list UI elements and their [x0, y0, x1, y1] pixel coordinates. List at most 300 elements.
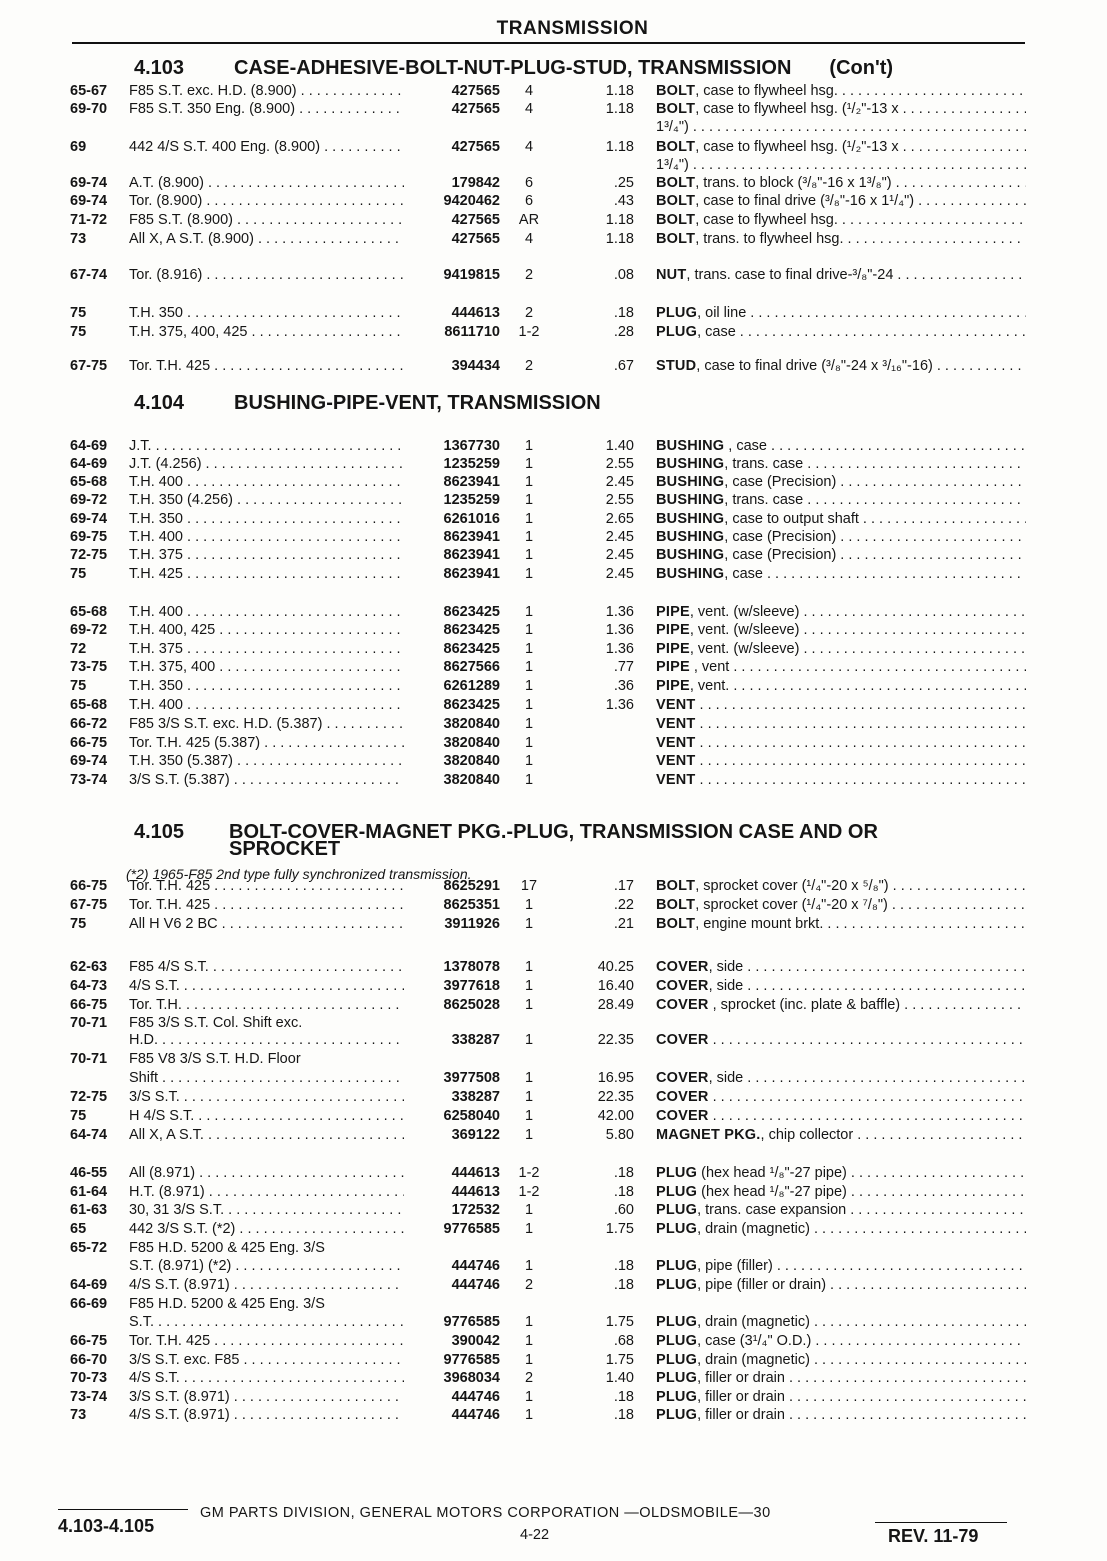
description: [656, 996, 1026, 1015]
application: 3/S S.T. exc. F85 . . .: [129, 1351, 404, 1370]
description: [656, 1201, 1026, 1220]
quantity: 1: [524, 641, 534, 657]
quantity: 1: [524, 1070, 534, 1086]
price: 1.36: [605, 622, 634, 638]
part-number: 390042: [451, 1333, 500, 1349]
model-years: 66-69: [70, 1296, 108, 1312]
price: 1.18: [605, 212, 634, 228]
description: [656, 1164, 1026, 1183]
quantity: 1: [524, 697, 534, 713]
table-row: [0, 156, 1107, 175]
price: 2.45: [605, 547, 634, 563]
model-years: 75: [70, 324, 87, 340]
part-number: 427565: [451, 231, 500, 247]
quantity: 1: [524, 438, 534, 454]
price: .18: [613, 305, 634, 321]
model-years: 64-69: [70, 456, 108, 472]
description: [656, 621, 1026, 640]
description: [656, 1332, 1026, 1351]
model-years: 65-68: [70, 604, 108, 620]
price: 16.95: [597, 1070, 634, 1086]
price: 1.18: [605, 231, 634, 247]
part-detail: , case: [724, 438, 767, 454]
table-row: [0, 1050, 1107, 1069]
part-number: 6261289: [443, 678, 500, 694]
part-number: 8625291: [443, 878, 500, 894]
model-years: 66-72: [70, 716, 108, 732]
description: [656, 877, 1026, 896]
price: .67: [613, 358, 634, 374]
application: F85 V8 3/S S.T. H.D. Floor: [129, 1051, 301, 1067]
part-detail: , sprocket cover (¹/₄"-20 x ⁷/₈"): [695, 897, 888, 913]
model-years: 67-75: [70, 358, 108, 374]
part-name: PIPE: [656, 641, 690, 657]
part-detail: , drain (magnetic): [697, 1221, 810, 1237]
price: .25: [613, 175, 634, 191]
part-number: 1235259: [443, 492, 500, 508]
part-name: BOLT: [656, 897, 696, 913]
table-row: [0, 1388, 1107, 1407]
quantity: 1: [524, 1127, 534, 1143]
part-number: 9419815: [443, 267, 500, 283]
table-row: [0, 1126, 1107, 1145]
part-name: PLUG: [656, 1165, 698, 1181]
model-years: 69-74: [70, 175, 108, 191]
part-number: 1235259: [443, 456, 500, 472]
section-number-4-105: 4.105: [134, 821, 185, 843]
price: 1.36: [605, 641, 634, 657]
part-name: PIPE: [656, 604, 690, 620]
part-name: PLUG: [656, 1277, 698, 1293]
quantity: 1: [524, 897, 534, 913]
part-name: BUSHING: [656, 456, 725, 472]
table-row: [0, 266, 1107, 285]
model-years: 61-64: [70, 1184, 108, 1200]
description: [656, 304, 1026, 323]
part-detail: , trans. case: [724, 492, 804, 508]
application: F85 S.T. exc. H.D. (8.900) . . .: [129, 82, 404, 101]
section-title: CASE-ADHESIVE-BOLT-NUT-PLUG-STUD, TRANSMISSION: [234, 57, 792, 79]
application: F85 S.T. 350 Eng. (8.900) . . .: [129, 100, 404, 119]
model-years: 66-75: [70, 735, 108, 751]
part-name: BUSHING: [656, 492, 725, 508]
part-number: 8623941: [443, 566, 500, 582]
description: [656, 896, 1026, 915]
model-years: 64-74: [70, 1127, 108, 1143]
table-row: [0, 1369, 1107, 1388]
application: 3/S S.T. (8.971) . . .: [129, 1388, 404, 1407]
part-name: PLUG: [656, 1314, 698, 1330]
part-number: 369122: [451, 1127, 500, 1143]
part-name: BOLT: [656, 175, 696, 191]
application: T.H. 425 . . .: [129, 565, 404, 584]
table-row: [0, 1069, 1107, 1088]
part-detail: , filler or drain: [697, 1389, 785, 1405]
quantity: 2: [524, 305, 534, 321]
application: Tor. T.H. 425 . . .: [129, 1332, 404, 1351]
quantity: 2: [524, 1370, 534, 1386]
part-detail: , trans. case to final drive-³/₈"-24: [686, 267, 894, 283]
description: [656, 1351, 1026, 1370]
price: 1.75: [605, 1352, 634, 1368]
part-name: BOLT: [656, 193, 696, 209]
table-row: [0, 1107, 1107, 1126]
price: .18: [613, 1184, 634, 1200]
part-detail: (hex head ¹/₈"-27 pipe): [697, 1165, 847, 1181]
part-detail: , sprocket cover (¹/₄"-20 x ⁵/₈"): [695, 878, 889, 894]
quantity: AR: [518, 212, 540, 228]
part-name: PLUG: [656, 1258, 698, 1274]
part-detail: , pipe (filler): [697, 1258, 773, 1274]
part-number: 3820840: [443, 716, 500, 732]
section-title: BUSHING-PIPE-VENT, TRANSMISSION: [234, 392, 601, 414]
model-years: 69-70: [70, 101, 108, 117]
part-name: COVER: [656, 997, 709, 1013]
price: 40.25: [597, 959, 634, 975]
part-name: COVER: [656, 1089, 709, 1105]
table-row: [0, 1406, 1107, 1425]
description: [656, 1183, 1026, 1202]
description: [656, 915, 1026, 934]
application: 442 3/S S.T. (*2) . . .: [129, 1220, 404, 1239]
description: [656, 491, 1026, 510]
table-row: [0, 1183, 1107, 1202]
model-years: 66-75: [70, 878, 108, 894]
part-name: NUT: [656, 267, 687, 283]
description: [656, 1388, 1026, 1407]
part-name: COVER: [656, 1032, 709, 1048]
description: [656, 230, 1026, 249]
part-number: 444613: [451, 1184, 500, 1200]
model-years: 64-69: [70, 438, 108, 454]
part-number: 394434: [451, 358, 500, 374]
part-name: VENT: [656, 697, 696, 713]
part-name: PLUG: [656, 1352, 698, 1368]
quantity: 1: [524, 604, 534, 620]
part-detail: , case: [697, 324, 736, 340]
table-row: [0, 230, 1107, 249]
part-number: 179842: [451, 175, 500, 191]
application: T.H. 400 . . .: [129, 696, 404, 715]
table-row: [0, 473, 1107, 492]
part-detail: , trans. to flywheel hsg.: [695, 231, 844, 247]
part-number: 444613: [451, 305, 500, 321]
part-name: BUSHING: [656, 438, 725, 454]
application: T.H. 400 . . .: [129, 603, 404, 622]
description: [656, 1220, 1026, 1239]
price: 1.18: [605, 101, 634, 117]
table-row: [0, 877, 1107, 896]
quantity: 1: [524, 1108, 534, 1124]
part-number: 3968034: [443, 1370, 500, 1386]
description: [656, 696, 1026, 715]
table-row: [0, 1088, 1107, 1107]
part-detail: , chip collector: [760, 1127, 854, 1143]
application: 3/S S.T. (5.387) . . .: [129, 771, 404, 790]
part-number: 8623941: [443, 529, 500, 545]
table-row: [0, 734, 1107, 753]
price: .18: [613, 1277, 634, 1293]
model-years: 73: [70, 231, 87, 247]
quantity: 1-2: [518, 1184, 540, 1200]
application: Tor. T.H. 425 . . .: [129, 896, 404, 915]
model-years: 73-74: [70, 772, 108, 788]
table-row: [0, 715, 1107, 734]
part-number: 8623941: [443, 547, 500, 563]
application: T.H. 350 (4.256) . . .: [129, 491, 404, 510]
application: S.T. (8.971) (*2) . . .: [129, 1257, 404, 1276]
price: .43: [613, 193, 634, 209]
application: T.H. 400 . . .: [129, 528, 404, 547]
application: J.T. . . .: [129, 437, 404, 456]
price: 42.00: [597, 1108, 634, 1124]
part-name: BUSHING: [656, 474, 725, 490]
part-number: 8623425: [443, 641, 500, 657]
table-row: [0, 1257, 1107, 1276]
table-row: [0, 771, 1107, 790]
part-name: PIPE: [656, 659, 690, 675]
part-name: BOLT: [656, 916, 696, 932]
table-row: [0, 174, 1107, 193]
table-row: [0, 138, 1107, 157]
application: T.H. 375 . . .: [129, 546, 404, 565]
part-detail: , pipe (filler or drain): [697, 1277, 827, 1293]
part-detail: , trans. case expansion: [697, 1202, 847, 1218]
table-row: [0, 437, 1107, 456]
description: [656, 510, 1026, 529]
part-detail: , case to flywheel hsg.: [695, 212, 838, 228]
description: [656, 658, 1026, 677]
table-row: [0, 1295, 1107, 1314]
quantity: 1: [524, 1352, 534, 1368]
section-heading-4-104: [134, 392, 601, 415]
quantity: 1: [524, 456, 534, 472]
model-years: 61-63: [70, 1202, 108, 1218]
application: Tor. (8.916) . . .: [129, 266, 404, 285]
description: [656, 1126, 1026, 1145]
application: All (8.971) . . .: [129, 1164, 404, 1183]
description: [656, 1257, 1026, 1276]
model-years: 75: [70, 1108, 87, 1124]
quantity: 1: [524, 678, 534, 694]
description: [656, 1069, 1026, 1088]
part-detail: , case to flywheel hsg. (¹/₂"-13 x: [695, 139, 899, 155]
footer-rule-left: [58, 1509, 188, 1510]
price: .17: [613, 878, 634, 894]
price: 16.40: [597, 978, 634, 994]
part-number: 444613: [451, 1165, 500, 1181]
model-years: 67-75: [70, 897, 108, 913]
description: [656, 1313, 1026, 1332]
quantity: 2: [524, 1277, 534, 1293]
model-years: 73-75: [70, 659, 108, 675]
price: 1.40: [605, 1370, 634, 1386]
table-row: [0, 1276, 1107, 1295]
table-row: [0, 915, 1107, 934]
page-title: TRANSMISSION: [496, 18, 649, 39]
table-row: [0, 565, 1107, 584]
part-number: 9776585: [443, 1221, 500, 1237]
application: Tor. T.H. . . .: [129, 996, 404, 1015]
part-name: VENT: [656, 772, 696, 788]
application: Tor. (8.900) . . .: [129, 192, 404, 211]
part-detail: , trans. case: [724, 456, 804, 472]
part-detail: , case (Precision): [724, 529, 837, 545]
part-number: 6258040: [443, 1108, 500, 1124]
quantity: 1: [524, 1314, 534, 1330]
quantity: 1: [524, 566, 534, 582]
description: [656, 734, 1026, 753]
part-detail: , case to flywheel hsg.: [695, 83, 838, 99]
price: .60: [613, 1202, 634, 1218]
price: .18: [613, 1389, 634, 1405]
table-row: [0, 896, 1107, 915]
part-number: 8625028: [443, 997, 500, 1013]
part-name: BUSHING: [656, 511, 725, 527]
table-row: [0, 82, 1107, 101]
application: 4/S S.T. . . .: [129, 1369, 404, 1388]
part-number: 3977508: [443, 1070, 500, 1086]
quantity: 1: [524, 978, 534, 994]
part-number: 427565: [451, 83, 500, 99]
table-row: [0, 996, 1107, 1015]
part-detail: , vent: [689, 659, 730, 675]
description: [656, 156, 1026, 175]
part-number: 8627566: [443, 659, 500, 675]
description: [656, 1369, 1026, 1388]
price: 1.36: [605, 697, 634, 713]
description: [656, 603, 1026, 622]
part-detail: , vent.: [689, 678, 730, 694]
application: All H V6 2 BC . . .: [129, 915, 404, 934]
price: 28.49: [597, 997, 634, 1013]
part-detail: , filler or drain: [697, 1370, 785, 1386]
table-row: [0, 696, 1107, 715]
quantity: 1: [524, 511, 534, 527]
model-years: 70-71: [70, 1051, 108, 1067]
part-number: 8611710: [444, 324, 500, 340]
part-number: 9776585: [443, 1314, 500, 1330]
application: T.H. 375, 400, 425 . . .: [129, 323, 404, 342]
part-detail: , engine mount brkt.: [695, 916, 824, 932]
part-detail: , case to flywheel hsg. (¹/₂"-13 x: [695, 101, 899, 117]
description: [656, 174, 1026, 193]
section-number: 4.104: [134, 392, 185, 414]
model-years: 69-74: [70, 511, 108, 527]
section-number: 4.103: [134, 57, 185, 79]
quantity: 1: [524, 753, 534, 769]
part-detail: , oil line: [697, 305, 747, 321]
model-years: 62-63: [70, 959, 108, 975]
application: F85 4/S S.T. . . .: [129, 958, 404, 977]
description: [656, 1276, 1026, 1295]
quantity: 1: [524, 1258, 534, 1274]
part-name: PLUG: [656, 1184, 698, 1200]
price: 2.55: [605, 456, 634, 472]
table-row: [0, 752, 1107, 771]
price: .22: [613, 897, 634, 913]
quantity: 1: [524, 716, 534, 732]
part-name: BOLT: [656, 212, 696, 228]
description: [656, 118, 1026, 137]
section-footnote: (*2) 1965-F85 2nd type fully synchronized transmission.: [126, 866, 472, 882]
part-number: 3820840: [443, 735, 500, 751]
application: T.H. 400 . . .: [129, 473, 404, 492]
quantity: 1: [524, 474, 534, 490]
quantity: 4: [524, 83, 534, 99]
part-name: VENT: [656, 716, 696, 732]
model-years: 70-73: [70, 1370, 108, 1386]
part-number: 3977618: [443, 978, 500, 994]
part-name: PLUG: [656, 1333, 698, 1349]
application: 30, 31 3/S S.T. . . .: [129, 1201, 404, 1220]
part-name: COVER: [656, 959, 709, 975]
part-number: 427565: [451, 139, 500, 155]
price: 2.55: [605, 492, 634, 508]
part-number: 444746: [451, 1389, 500, 1405]
application: All X, A S.T. . . .: [129, 1126, 404, 1145]
part-name: PLUG: [656, 1389, 698, 1405]
header-rule: [72, 42, 1025, 44]
table-row: [0, 192, 1107, 211]
part-detail: , sprocket (inc. plate & baffle): [708, 997, 901, 1013]
table-row: [0, 958, 1107, 977]
part-detail: , case (Precision): [724, 474, 837, 490]
quantity: 1: [524, 997, 534, 1013]
model-years: 73: [70, 1407, 87, 1423]
quantity: 1: [524, 622, 534, 638]
description: [656, 1031, 1026, 1050]
table-row: [0, 1201, 1107, 1220]
part-name: BOLT: [656, 83, 696, 99]
model-years: 64-69: [70, 1277, 108, 1293]
part-name: COVER: [656, 978, 709, 994]
footer-rule-right: [875, 1522, 1007, 1523]
part-name: PLUG: [656, 1202, 698, 1218]
application: All X, A S.T. (8.900) . . .: [129, 230, 404, 249]
price: .36: [613, 678, 634, 694]
model-years: 65-68: [70, 697, 108, 713]
part-number: 8623941: [443, 474, 500, 490]
description: [656, 958, 1026, 977]
part-detail: , trans. to block (³/₈"-16 x 1³/₈"): [695, 175, 892, 191]
application: T.H. 350 . . .: [129, 304, 404, 323]
quantity: 1: [524, 529, 534, 545]
price: 2.45: [605, 474, 634, 490]
quantity: 1: [524, 1089, 534, 1105]
page-header: [72, 18, 1025, 44]
quantity: 1-2: [518, 324, 540, 340]
quantity: 1: [524, 1032, 534, 1048]
price: .68: [613, 1333, 634, 1349]
quantity: 4: [524, 101, 534, 117]
part-number: 9420462: [443, 193, 500, 209]
price: 1.75: [605, 1314, 634, 1330]
quantity: 6: [524, 175, 534, 191]
quantity: 17: [520, 878, 538, 894]
price: 5.80: [605, 1127, 634, 1143]
price: 2.45: [605, 566, 634, 582]
quantity: 1: [524, 1202, 534, 1218]
description: [656, 357, 1026, 376]
model-years: 70-71: [70, 1015, 108, 1031]
part-number: 6261016: [443, 511, 500, 527]
model-years: 65-68: [70, 474, 108, 490]
part-number: 338287: [451, 1089, 500, 1105]
price: .08: [613, 267, 634, 283]
quantity: 1: [524, 772, 534, 788]
part-name: BOLT: [656, 878, 696, 894]
